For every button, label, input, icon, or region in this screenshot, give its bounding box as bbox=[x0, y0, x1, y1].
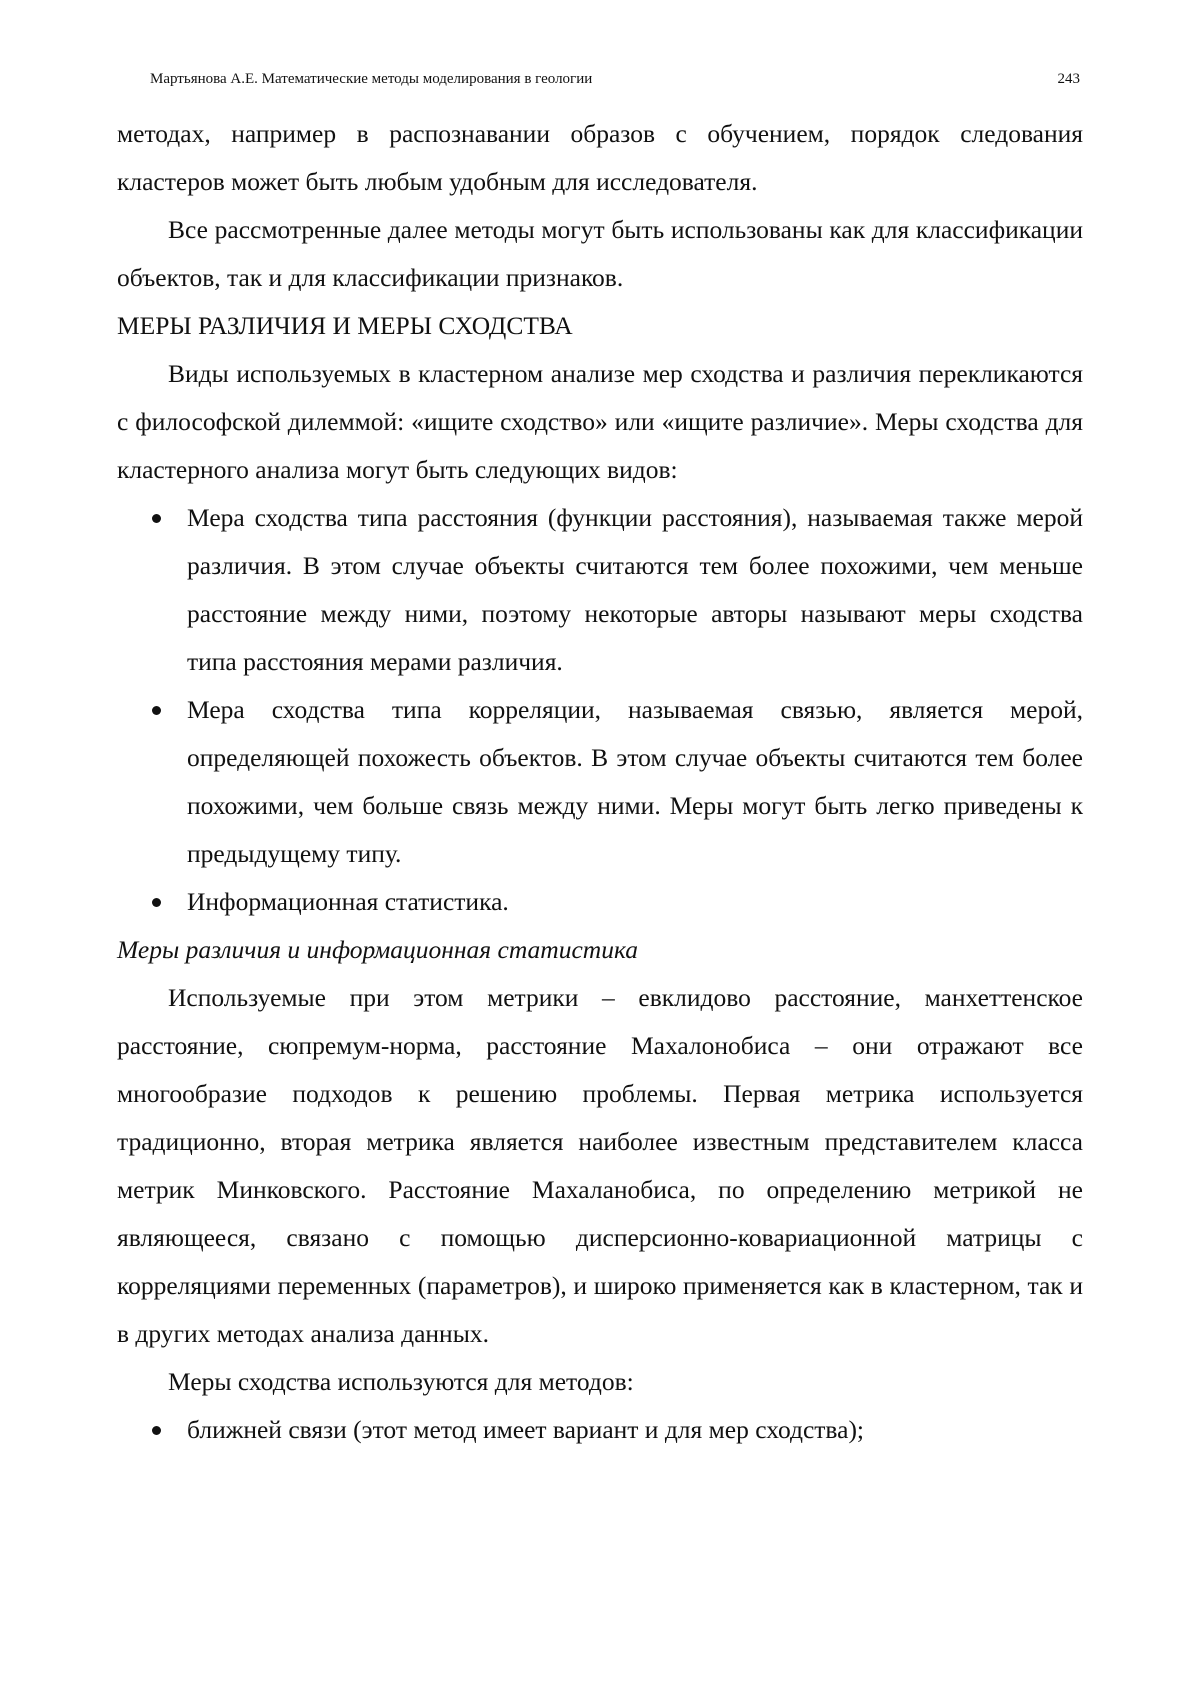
page-number: 243 bbox=[1057, 71, 1080, 87]
paragraph-types: Виды используемых в кластерном анализе мер сходства и различия перекликаются с философской дилеммой: «ищите сходство» или «ищите различие». Меры сходства для кластерного анализа могут быть следующих видов: bbox=[117, 359, 1083, 484]
bullet-icon bbox=[152, 514, 161, 523]
list-item bbox=[117, 494, 1083, 686]
bullet-icon bbox=[152, 706, 161, 715]
running-title: Мартьянова А.Е. Математические методы моделирования в геологии bbox=[150, 71, 593, 87]
subsection-title: Меры различия и информационная статистика bbox=[117, 935, 638, 964]
paragraph-all-methods: Все рассмотренные далее методы могут быть использованы как для классификации объектов, так и для классификации признаков. bbox=[117, 215, 1083, 292]
list-item-text: Мера сходства типа расстояния (функции расстояния), называемая также мерой различия. В этом случае объекты считаются тем более похожими, чем меньше расстояние между ними, поэтому некоторые авторы называют меры сходства типа расстояния мерами различия. bbox=[187, 503, 1083, 676]
types-list bbox=[117, 494, 1083, 926]
bullet-icon bbox=[152, 1426, 161, 1435]
paragraph-metrics: Используемые при этом метрики – евклидово расстояние, манхеттенское расстояние, сюпремум-норма, расстояние Махалонобиса – они отражают все многообразие подходов к решению проблемы. Первая метрика используется традиционно, вторая метрика является наиболее известным представителем класса метрик Минковского. Расстояние Махаланобиса, по определению метрикой не являющееся, связано с помощью дисперсионно-ковариационной матрицы с корреляциями переменных (параметров), и широко применяется как в кластерном, так и в других методах анализа данных. bbox=[117, 983, 1083, 1348]
list-item bbox=[117, 686, 1083, 878]
paragraph-methods-intro: Меры сходства используются для методов: bbox=[168, 1367, 634, 1396]
page-body bbox=[117, 110, 1083, 1454]
list-item-text: Мера сходства типа корреляции, называемая связью, является мерой, определяющей похожесть объектов. В этом случае объекты считаются тем более похожими, чем больше связь между ними. Меры могут быть легко приведены к предыдущему типу. bbox=[187, 695, 1083, 868]
list-item-text: ближней связи (этот метод имеет вариант и для мер сходства); bbox=[187, 1415, 865, 1444]
list-item-text: Информационная статистика. bbox=[187, 887, 509, 916]
section-title: МЕРЫ РАЗЛИЧИЯ И МЕРЫ СХОДСТВА bbox=[117, 311, 573, 340]
methods-list bbox=[117, 1406, 1083, 1454]
running-header bbox=[150, 69, 1080, 89]
bullet-icon bbox=[152, 898, 161, 907]
list-item bbox=[117, 878, 1083, 926]
paragraph-continued: методах, например в распознавании образов с обучением, порядок следования кластеров может быть любым удобным для исследователя. bbox=[117, 119, 1083, 196]
list-item bbox=[117, 1406, 1083, 1454]
